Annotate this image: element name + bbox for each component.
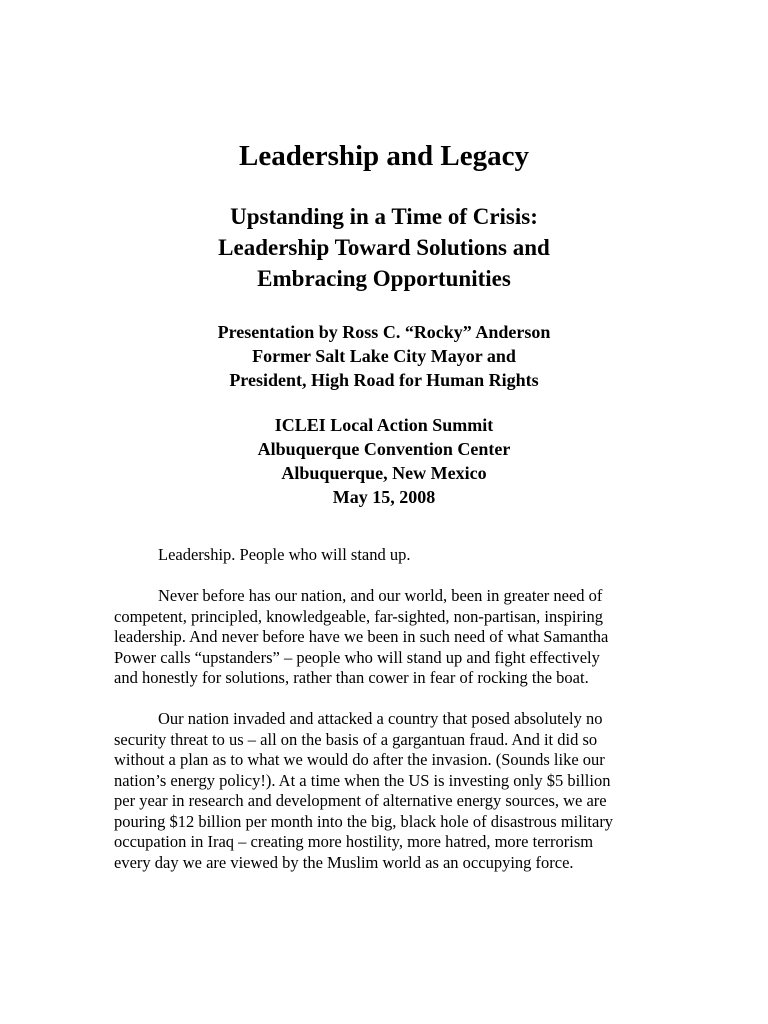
event-line: Albuquerque, New Mexico — [281, 463, 487, 483]
presenter-block — [0, 320, 768, 392]
subtitle-line: Embracing Opportunities — [257, 266, 511, 291]
subtitle-line: Upstanding in a Time of Crisis: — [230, 204, 538, 229]
document-title: Leadership and Legacy — [238, 140, 530, 172]
presenter-line: President, High Road for Human Rights — [229, 370, 539, 390]
paragraph-line: Our nation invaded and attacked a country that posed absolutely no — [158, 709, 603, 728]
subtitle-line: Leadership Toward Solutions and — [218, 235, 550, 260]
paragraph-line: every day we are viewed by the Muslim world as an occupying force. — [114, 852, 574, 872]
paragraph-line: leadership. And never before have we been in such need of what Samantha — [114, 627, 609, 646]
paragraph — [114, 709, 674, 873]
presenter-line: Presentation by Ross C. “Rocky” Anderson — [217, 322, 551, 342]
paragraph-line: without a plan as to what we would do after the invasion. (Sounds like our — [114, 750, 605, 769]
paragraph-line: and honestly for solutions, rather than cower in fear of rocking the boat. — [114, 668, 589, 687]
event-date: May 15, 2008 — [332, 487, 436, 507]
paragraph-line: security threat to us – all on the basis of a gargantuan fraud. And it did so — [114, 729, 598, 749]
paragraph-line: pouring $12 billion per month into the big, black hole of disastrous military — [114, 811, 614, 831]
paragraph-line: Never before has our nation, and our world, been in greater need of — [158, 586, 603, 605]
paragraph-line: Leadership. People who will stand up. — [158, 545, 411, 564]
paragraph-line: competent, principled, knowledgeable, far-sighted, non-partisan, inspiring — [114, 606, 604, 626]
paragraph-line: nation’s energy policy!). At a time when the US is investing only $5 billion — [114, 770, 611, 790]
document-subtitle — [0, 201, 768, 294]
event-line: ICLEI Local Action Summit — [274, 415, 494, 435]
paragraph-line: Power calls “upstanders” – people who will stand up and fight effectively — [114, 647, 600, 667]
paragraph-line: occupation in Iraq – creating more hostility, more hatred, more terrorism — [114, 832, 594, 851]
body-text — [114, 545, 674, 873]
paragraph — [114, 586, 674, 689]
paragraph-line: per year in research and development of alternative energy sources, we are — [114, 791, 607, 810]
event-line: Albuquerque Convention Center — [257, 439, 511, 459]
event-block — [0, 413, 768, 509]
presenter-line: Former Salt Lake City Mayor and — [252, 346, 516, 366]
paragraph — [114, 545, 674, 566]
